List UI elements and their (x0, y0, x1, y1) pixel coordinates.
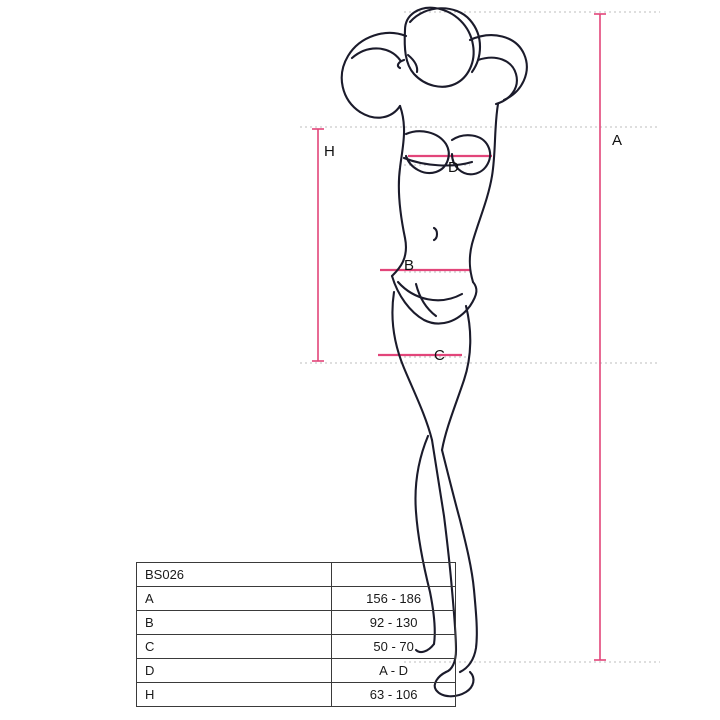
measure-value-B: 92 - 130 (332, 611, 456, 635)
measure-key-H: H (137, 683, 332, 707)
table-row (137, 683, 456, 707)
measure-key-A: A (137, 587, 332, 611)
table-row (137, 659, 456, 683)
model-code-value-cell (332, 563, 456, 587)
dimension-label-B: B (404, 257, 415, 274)
horizontal-measure-lines (378, 156, 492, 355)
measure-value-A: 156 - 186 (332, 587, 456, 611)
dimension-label-H: H (324, 143, 336, 160)
measure-key-B: B (137, 611, 332, 635)
measure-value-D: A - D (332, 659, 456, 683)
table-row (137, 635, 456, 659)
measure-key-C: C (137, 635, 332, 659)
model-code-cell: BS026 (137, 563, 332, 587)
measure-key-D: D (137, 659, 332, 683)
size-table (136, 562, 456, 707)
measure-value-C: 50 - 70 (332, 635, 456, 659)
dimension-label-A: A (612, 132, 623, 149)
dimension-label-D: D (448, 159, 460, 176)
table-row (137, 587, 456, 611)
table-row (137, 611, 456, 635)
dimension-label-C: C (434, 347, 446, 364)
table-row (137, 563, 456, 587)
measure-value-H: 63 - 106 (332, 683, 456, 707)
